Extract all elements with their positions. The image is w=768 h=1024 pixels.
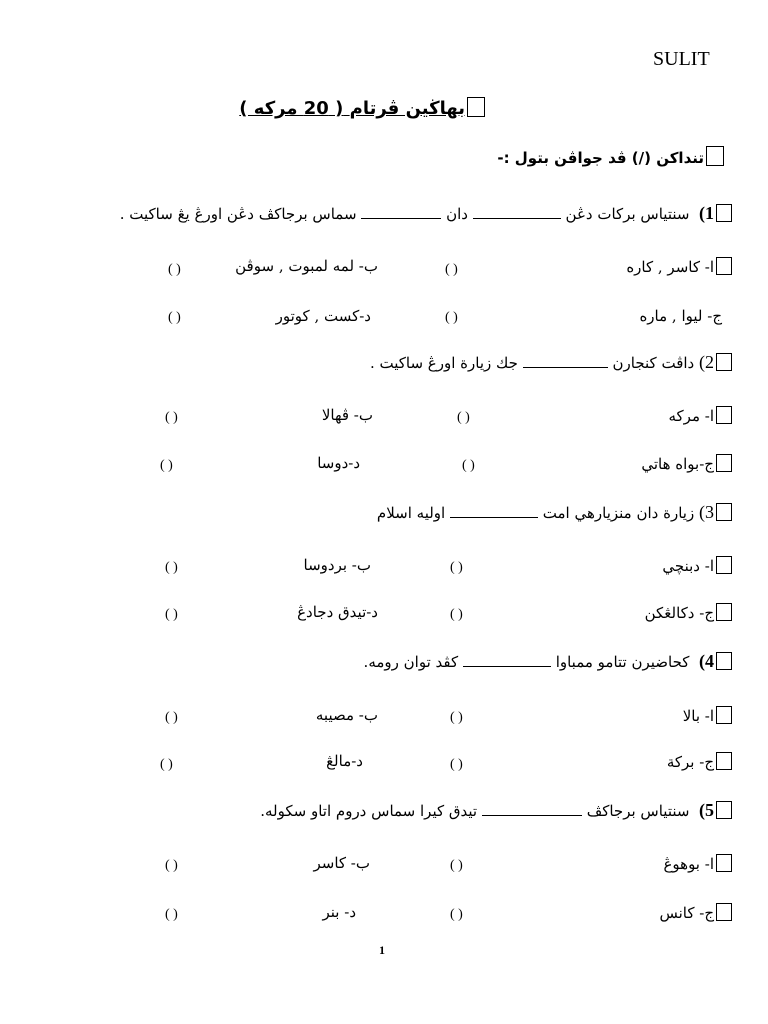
answer-blank — [361, 206, 441, 219]
answer-parens: ( ) — [165, 607, 178, 622]
answer-parens: ( ) — [165, 858, 178, 873]
answer-parens: ( ) — [160, 757, 173, 772]
sulit-header: SULIT — [653, 48, 710, 70]
option-c — [641, 454, 732, 473]
question-number: 1) — [699, 203, 714, 223]
page-number: 1 — [379, 943, 385, 957]
answer-parens: ( ) — [445, 310, 458, 325]
answer-parens: ( ) — [450, 858, 463, 873]
option-b: ب- ڤهالا — [321, 406, 373, 424]
option-c — [667, 752, 732, 771]
option-a — [662, 556, 732, 575]
checkbox-icon — [716, 752, 732, 770]
question-2 — [370, 352, 732, 373]
answer-blank — [482, 803, 582, 816]
question-text-c: كڤد توان رومه. — [363, 653, 459, 671]
checkbox-icon — [706, 146, 724, 166]
question-text-a: سنتياس بركات دڠن — [565, 205, 690, 223]
answer-blank — [463, 654, 551, 667]
option-b: ب- مصيبه — [315, 706, 378, 724]
answer-parens: ( ) — [165, 410, 178, 425]
option-a — [683, 706, 732, 725]
checkbox-icon — [716, 257, 732, 275]
option-d: د-تيدق دجادڠ — [297, 603, 378, 621]
checkbox-icon — [716, 854, 732, 872]
question-number: 2) — [699, 352, 714, 372]
option-a — [663, 854, 732, 873]
question-text-c: تيدق كيرا سماس دروم اتاو سكوله. — [260, 802, 478, 820]
question-number: 5) — [699, 800, 714, 820]
answer-parens: ( ) — [450, 607, 463, 622]
option-text: ا- كاسر , كاره — [626, 258, 714, 276]
option-text: ا- بالا — [682, 707, 714, 725]
answer-parens: ( ) — [165, 560, 178, 575]
answer-parens: ( ) — [165, 907, 178, 922]
option-text: ج- كانس — [659, 904, 714, 922]
option-d: د-دوسا — [317, 454, 360, 472]
section-title — [239, 97, 485, 119]
option-text: ج-بواه هاتي — [641, 455, 714, 473]
answer-parens: ( ) — [450, 710, 463, 725]
checkbox-icon — [716, 706, 732, 724]
section-marks: ( 20 مركه ) — [239, 98, 344, 119]
answer-parens: ( ) — [160, 458, 173, 473]
answer-parens: ( ) — [450, 907, 463, 922]
option-text: ج- بركة — [666, 753, 714, 771]
option-text: ا- مركه — [668, 407, 714, 425]
answer-parens: ( ) — [450, 560, 463, 575]
answer-blank — [473, 206, 561, 219]
answer-parens: ( ) — [165, 710, 178, 725]
option-d: د-مالڠ — [326, 752, 363, 770]
answer-parens: ( ) — [457, 410, 470, 425]
question-text-a: داڤت كنجارن — [612, 354, 695, 372]
question-1 — [120, 203, 732, 224]
option-b: ب- كاسر — [313, 854, 370, 872]
question-text-a: سنتياس برجاكڤ — [586, 802, 690, 820]
question-text-a: كحاضيرن تتامو ممباوا — [555, 653, 690, 671]
option-c — [645, 603, 732, 622]
answer-parens: ( ) — [445, 262, 458, 277]
question-5 — [260, 800, 732, 821]
checkbox-icon — [716, 652, 732, 670]
option-text: ا- بوهوڠ — [663, 855, 714, 873]
answer-parens: ( ) — [168, 262, 181, 277]
answer-parens: ( ) — [462, 458, 475, 473]
checkbox-icon — [716, 454, 732, 472]
answer-parens: ( ) — [450, 757, 463, 772]
option-a — [626, 257, 732, 276]
option-c: ج- ليوا , ماره — [639, 307, 722, 325]
question-text-a: زيارة دان منزيارهي امت — [542, 504, 695, 522]
checkbox-icon — [467, 97, 485, 117]
question-3 — [377, 502, 732, 523]
instruction — [497, 146, 724, 167]
option-a — [669, 406, 733, 425]
checkbox-icon — [716, 801, 732, 819]
option-d: د- بنر — [322, 903, 356, 921]
question-text-b: دان — [446, 205, 468, 223]
answer-blank — [450, 505, 538, 518]
question-text-c: سماس برجاكڤ دڠن اورڠ يڠ ساكيت . — [119, 205, 357, 223]
question-text-c: اوليه اسلام — [376, 504, 446, 522]
option-c — [659, 903, 732, 922]
option-text: ا- دبنچي — [662, 557, 714, 575]
checkbox-icon — [716, 903, 732, 921]
question-number: 4) — [699, 651, 714, 671]
instruction-text: تنداكن (/) ڤد جواڤن بتول :- — [497, 149, 704, 167]
answer-blank — [523, 355, 608, 368]
checkbox-icon — [716, 556, 732, 574]
checkbox-icon — [716, 406, 732, 424]
section-title-text: بهاڬين ڤرتام — [349, 98, 465, 119]
question-text-c: جك زيارة اورڠ ساكيت . — [369, 354, 518, 372]
checkbox-icon — [716, 353, 732, 371]
option-b: ب- لمه لمبوت , سوڤن — [235, 257, 378, 275]
option-b: ب- بردوسا — [303, 556, 371, 574]
checkbox-icon — [716, 603, 732, 621]
checkbox-icon — [716, 503, 732, 521]
option-d: د-كست , كوتور — [275, 307, 371, 325]
checkbox-icon — [716, 204, 732, 222]
question-number: 3) — [699, 502, 714, 522]
answer-parens: ( ) — [168, 310, 181, 325]
question-4 — [364, 651, 732, 672]
option-text: ج- دكالڠكن — [644, 604, 714, 622]
